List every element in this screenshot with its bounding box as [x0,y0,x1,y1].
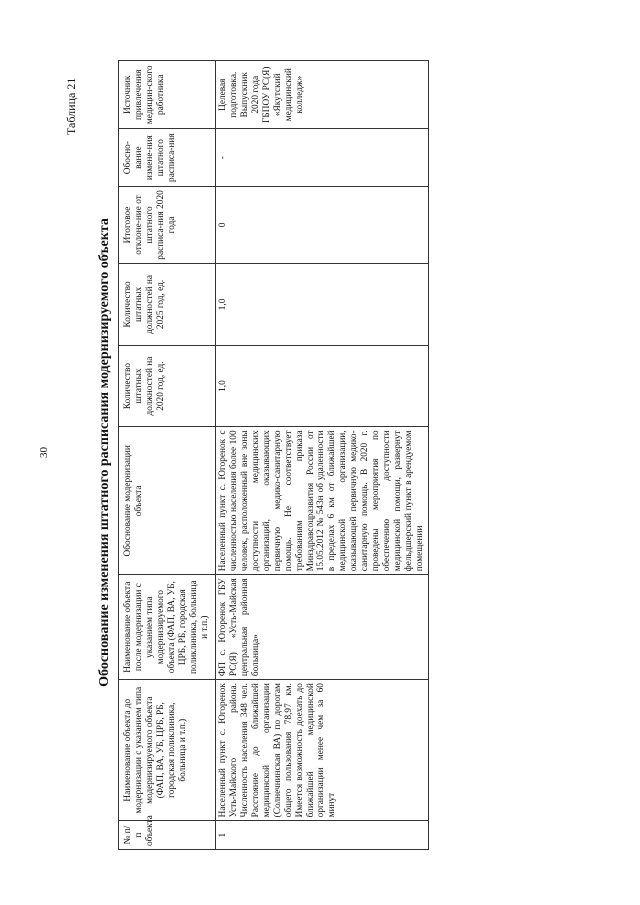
cell-staff-2025: 1,0 [215,264,428,346]
header-cell-staff-2020: Количество штатных должностей на 2020 год, ед. [119,345,216,427]
table-header-row [119,61,216,850]
header-cell-source: Источник привлечения медицин-ского работника [119,61,216,129]
document-title: Обоснование изменения штатного расписания модернизируемого объекта [97,218,112,687]
cell-deviation: 0 [215,186,428,263]
cell-change-reason: - [215,129,428,186]
cell-after: ФП с. Югоренок ГБУ РС(Я) «Усть-Майская центральная районная больница» [215,575,428,680]
page-number: 30 [38,447,50,458]
table-caption: Таблица 21 [64,77,78,135]
staffing-table [118,60,429,850]
header-cell-justification: Обоснование модернизации объекта [119,427,216,575]
cell-before: Населенный пункт с. Югоренок Усть-Майского района. Численность населения 348 чел. Расстояние до ближайшей медицинской организации (Солнечнинская ВА) по дорогам общего пользования 78,97 км. Имеется возможность доехать до ближайшей медицинской организации менее чем за 60 минут [215,680,428,821]
cell-staff-2020: 1,0 [215,345,428,427]
header-cell-number: № п/п объекта [119,821,216,850]
cell-source: Целевая подготовка. Выпускник 2020 года ГБПОУ РС(Я) «Якутский медицинский колледж» [215,61,428,129]
table-row [215,61,428,850]
header-cell-after: Наименование объекта после модернизации с указанием типа модернизируемого объекта (ФАП, ВА, УБ, ЦРБ, РБ, городская поликлиника, больница и т.п.) [119,575,216,680]
header-cell-before: Наименование объекта до модернизации с указанием типа модернизируемого объекта (ФАП, ВА, УБ, ЦРБ, РБ, городская поликлиника, больница и т.п.) [119,680,216,821]
cell-justification: Населенный пункт с. Югоренок с численностью населения более 100 человек, расположенный вне зоны доступности медицинских организаций, оказывающих первичную медико-санитарную помощь. Не соответствует требованиям приказа Минздравсоцразвития России от 15.05.2012 № 543н об удаленности в пределах 6 км от ближайшей медицинской организации, оказывающей первичную медико-санитарную помощь. В 2020 г. проведены мероприятия по обеспечению доступности медицинской помощи, развернут фельдшерский пункт в арендуемом помещении [215,427,428,575]
cell-number: 1 [215,821,428,850]
header-cell-staff-2025: Количество штатных должностей на 2025 год, ед. [119,264,216,346]
header-cell-change-reason: Обосно-вание измене-ния штатного расписа-ния [119,129,216,186]
header-cell-deviation: Итоговое отклоне-ние от штатного расписа-ния 2020 года [119,186,216,263]
